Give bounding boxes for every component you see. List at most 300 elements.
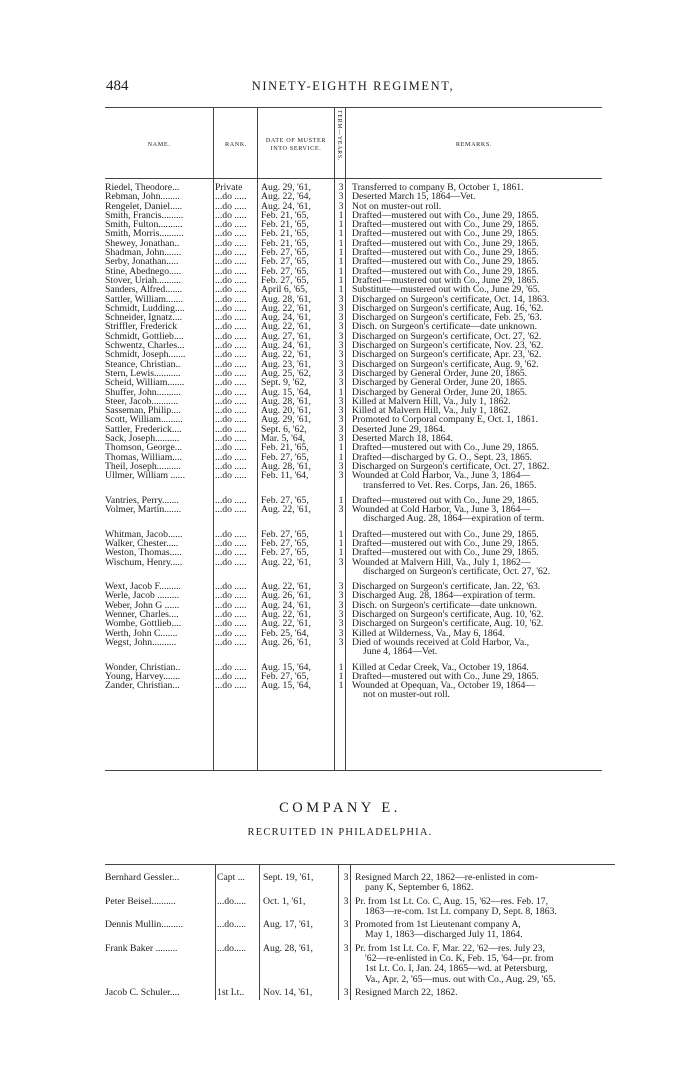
term-years: 3 [338, 396, 344, 407]
remarks-continued: pany K, September 6, 1862. [365, 883, 474, 894]
officer-row-continuation [105, 975, 615, 985]
table-row [105, 461, 550, 472]
muster-date: Feb. 21, '65, [261, 210, 309, 221]
term-years: 3 [338, 406, 344, 416]
table-row [105, 331, 542, 342]
muster-date: Aug. 17, '61, [263, 920, 313, 931]
term-years: 3 [338, 415, 344, 425]
remarks: Wounded at Cold Harbor, Va., June 3, 1864— [352, 471, 531, 481]
muster-date: Aug. 29, '61, [261, 415, 311, 425]
table-row [105, 210, 539, 221]
officer-row-continuation [105, 907, 615, 917]
roster-table-body [105, 183, 551, 700]
muster-date: Aug. 24, '61, [261, 341, 311, 351]
muster-date: April 6, '65, [261, 285, 308, 295]
soldier-name: Sattler, William....... [105, 294, 183, 304]
remarks-continued: not on muster-out roll. [363, 690, 450, 700]
column-header-remarks: REMARKS. [455, 141, 493, 148]
table-row [105, 538, 539, 549]
remarks: Promoted from 1st Lieutenant company A, [355, 920, 521, 931]
term-years: 3 [343, 896, 349, 907]
company-heading: COMPANY E. [279, 800, 401, 816]
muster-date: Aug. 26, '61, [261, 637, 311, 648]
table-row [105, 257, 539, 267]
remarks: Killed at Wilderness, Va., May 6, 1864. [352, 628, 505, 638]
term-years: 3 [338, 322, 344, 332]
term-years: 3 [338, 600, 344, 611]
officer-row-continuation [105, 883, 615, 893]
term-years: 3 [338, 505, 344, 515]
soldier-rank: ...do ..... [215, 619, 247, 629]
term-years: 1 [338, 257, 344, 267]
table-row [105, 248, 539, 258]
soldier-name: Riedel, Theodore... [105, 183, 180, 193]
remarks: Wounded at Opequan, Va., October 19, 1864— [352, 681, 536, 691]
muster-date: Aug. 29, '61, [261, 183, 311, 193]
remarks: Deserted March 15, 1864—Vet. [352, 192, 476, 202]
remarks: Disch. on Surgeon's certificate—date unknown. [352, 322, 538, 332]
remarks: Drafted—mustered out with Co., June 29, 1865. [352, 495, 539, 506]
table-row [105, 425, 505, 434]
term-years: 3 [338, 434, 344, 444]
term-years: 3 [338, 471, 344, 481]
soldier-name: Shewey, Jonathan.. [105, 238, 180, 249]
table-row [105, 443, 539, 453]
table-row [105, 681, 536, 691]
soldier-rank: ...do ..... [215, 637, 247, 648]
remarks: Transferred to company B, October 1, 1861. [352, 183, 524, 193]
table-row [105, 591, 536, 601]
remarks: Discharged on Surgeon's certificate, Nov. 23, '62. [352, 341, 544, 351]
soldier-name: Ullmer, William ...... [105, 471, 186, 481]
officer-row [105, 988, 615, 998]
soldier-name: Rebman, John........ [105, 192, 180, 202]
term-years: 1 [338, 229, 344, 239]
muster-date: Feb. 27, '65, [261, 248, 309, 258]
term-years: 3 [338, 591, 344, 601]
term-years: 1 [338, 275, 344, 286]
soldier-name: Stine, Abednego..... [105, 266, 182, 276]
soldier-rank: ...do ..... [215, 582, 247, 592]
muster-date: Feb. 21, '65, [261, 238, 309, 249]
muster-date: Aug. 26, '61, [261, 591, 311, 601]
table-row [105, 662, 529, 672]
remarks: Substitute—mustered out with Co., June 29, '65. [352, 285, 540, 295]
table-row [105, 238, 539, 249]
muster-date: Aug. 28, '61, [261, 396, 311, 407]
table-row [105, 600, 538, 611]
soldier-rank: ...do ..... [215, 313, 247, 323]
soldier-name: Sanders, Alfred....... [105, 285, 183, 295]
table-row [105, 229, 539, 239]
column-header-rank: RANK. [224, 141, 248, 148]
term-years: 3 [338, 294, 344, 304]
remarks: Drafted—mustered out with Co., June 29, 1865. [352, 238, 539, 249]
table-row [105, 505, 531, 515]
muster-date: Aug. 22, '61, [261, 582, 311, 592]
soldier-rank: ...do ..... [215, 628, 247, 638]
column-header-name: NAME. [147, 141, 171, 148]
soldier-name: Walker, Chester..... [105, 538, 179, 549]
term-years: 3 [338, 183, 344, 193]
soldier-rank: ...do ..... [215, 557, 247, 567]
soldier-name: Sasseman, Philip.... [105, 406, 181, 416]
muster-date: Aug. 28, '61, [261, 294, 311, 304]
remarks: Discharged on Surgeon's certificate, Oct. 27, 1862. [352, 461, 550, 472]
soldier-name: Scott, William......... [105, 415, 183, 425]
table-row [105, 548, 539, 558]
officer-rank: Capt ... [217, 873, 245, 883]
table-row [105, 322, 538, 332]
remarks: Killed at Malvern Hill, Va., July 1, 1862. [352, 406, 511, 416]
table-row-continuation [105, 480, 537, 490]
soldier-rank: ...do ..... [215, 294, 247, 304]
soldier-name: Schmidt, Joseph....... [105, 350, 186, 360]
muster-date: Mar. 5, '64, [261, 434, 305, 444]
soldier-rank: Private [215, 183, 243, 193]
muster-date: Aug. 15, '64, [261, 387, 311, 397]
soldier-name: Striffler, Frederick [105, 322, 178, 332]
remarks: Drafted—mustered out with Co., June 29, 1865. [352, 210, 539, 221]
table-row [105, 529, 539, 539]
term-years: 3 [338, 557, 344, 567]
soldier-rank: ...do ..... [215, 248, 247, 258]
soldier-name: Scheid, William....... [105, 378, 185, 388]
term-years: 3 [343, 873, 349, 883]
officer-row [105, 944, 615, 954]
table-row [105, 619, 544, 629]
muster-date: Aug. 22, '61, [261, 303, 311, 314]
table-row-continuation [105, 690, 505, 699]
term-years: 3 [343, 943, 349, 954]
remarks-continued: Va., Apr. 2, '65—mus. out with Co., Aug. 29, '65. [365, 974, 556, 985]
muster-date: Aug. 24, '61, [261, 600, 311, 611]
soldier-name: Zander, Christian... [105, 681, 180, 691]
soldier-rank: ...do ..... [215, 396, 247, 407]
term-years: 1 [338, 248, 344, 258]
remarks: Drafted—discharged by G. O., Sept. 23, 1865. [352, 452, 533, 462]
remarks: Drafted—mustered out with Co., June 29, 1865. [352, 275, 539, 286]
muster-date: Feb. 27, '65, [261, 548, 309, 558]
officer-row [105, 873, 615, 883]
table-row [105, 313, 542, 323]
term-years: 1 [338, 548, 344, 558]
soldier-name: Weston, Thomas..... [105, 548, 182, 558]
remarks: Discharged on Surgeon's certificate, Aug. 10, '62. [352, 610, 544, 620]
table-row-continuation [105, 566, 551, 577]
soldier-rank: ...do ..... [215, 285, 247, 295]
soldier-rank: ...do ..... [215, 471, 247, 481]
muster-date: Feb. 11, '64, [261, 471, 309, 481]
muster-date: Feb. 25, '64, [261, 628, 309, 638]
muster-date: Aug. 22, '61, [261, 610, 311, 620]
soldier-rank: ...do ..... [215, 238, 247, 249]
soldier-name: Sattler, Frederick.... [105, 424, 182, 435]
muster-date: Aug. 15, '64, [261, 681, 311, 691]
officer-row [105, 897, 615, 907]
soldier-rank: ...do ..... [215, 359, 247, 369]
remarks: Discharged on Surgeon's certificate, Oct. 27, '62. [352, 331, 542, 342]
muster-date: Aug. 25, '62, [261, 368, 311, 379]
soldier-name: Vantries, Perry....... [105, 495, 179, 506]
soldier-name: Shuffer, John.......... [105, 387, 181, 397]
table-row [105, 285, 540, 295]
column-header-date-1: DATE OF MUSTER [265, 137, 327, 144]
remarks: Died of wounds received at Cold Harbor, Va., [352, 637, 529, 648]
table-row-continuation [105, 514, 545, 524]
soldier-rank: ...do ..... [215, 415, 247, 425]
muster-date: Aug. 23, '61, [261, 359, 311, 369]
soldier-rank: ...do ..... [215, 548, 247, 558]
table-header-rule [105, 178, 602, 179]
remarks-continued: transferred to Vet. Res. Corps, Jan. 26, 1865. [363, 480, 537, 490]
soldier-rank: ...do ..... [215, 538, 247, 549]
soldier-rank: ...do ..... [215, 220, 247, 230]
remarks-continued: 1st Lt. Co. I, Jan. 24, 1865—wd. at Petersburg, [365, 964, 548, 975]
table-row [105, 406, 511, 416]
officer-row-continuation [105, 964, 615, 974]
remarks: Pr. from 1st Lt. Co. F, Mar. 22, '62—res. July 23, [355, 943, 545, 954]
muster-date: Feb. 27, '65, [261, 495, 309, 506]
officer-name: Dennis Mullin......... [105, 920, 184, 931]
soldier-name: Steance, Christian.. [105, 359, 181, 369]
term-years: 3 [338, 582, 344, 592]
term-years: 3 [338, 368, 344, 379]
remarks: Disch. on Surgeon's certificate—date unknown. [352, 600, 538, 611]
remarks: Wounded at Cold Harbor, Va., June 3, 1864— [352, 505, 531, 515]
term-years: 1 [338, 529, 344, 539]
term-years: 1 [338, 443, 344, 453]
term-years: 3 [338, 341, 344, 351]
term-years: 3 [338, 378, 344, 388]
muster-date: Aug. 24, '61, [261, 201, 311, 211]
soldier-name: Steer, Jacob........... [105, 396, 179, 407]
remarks: Promoted to Corporal company E, Oct. 1, 1861. [352, 415, 538, 425]
soldier-rank: ...do ..... [215, 610, 247, 620]
term-years: 1 [338, 538, 344, 549]
recruited-subheading: RECRUITED IN PHILADELPHIA. [247, 827, 433, 838]
table-row [105, 415, 538, 425]
remarks: Discharged by General Order, June 20, 1865. [352, 378, 528, 388]
soldier-name: Wischum, Henry..... [105, 557, 183, 567]
table-row [105, 275, 539, 286]
muster-date: Feb. 27, '65, [261, 266, 309, 276]
soldier-name: Rengelet, Daniel..... [105, 201, 183, 211]
soldier-rank: ...do ..... [215, 529, 247, 539]
remarks-continued: discharged Aug. 28, 1864—expiration of term. [363, 514, 545, 524]
remarks: Discharged on Surgeon's certificate, Aug. 16, '62. [352, 303, 544, 314]
muster-date: Aug. 22, '61, [261, 505, 311, 515]
muster-date: Aug. 22, '61, [261, 557, 311, 567]
soldier-rank: ...do ..... [215, 406, 247, 416]
muster-date: Aug. 20, '61, [261, 406, 311, 416]
remarks: Discharged on Surgeon's certificate, Feb. 25, '63. [352, 313, 542, 323]
table-row [105, 629, 505, 638]
soldier-rank: ...do ..... [215, 331, 247, 342]
soldier-rank: ...do ..... [215, 257, 247, 267]
soldier-name: Schneider, Ignatz.... [105, 313, 183, 323]
remarks: Drafted—mustered out with Co., June 29, 1865. [352, 266, 539, 276]
page-number: 484 [106, 78, 129, 94]
muster-date: Feb. 21, '65, [261, 229, 309, 239]
term-years: 3 [338, 313, 344, 323]
soldier-rank: ...do ..... [215, 600, 247, 611]
table-row [105, 378, 528, 388]
table-row [105, 183, 524, 193]
column-header-term: TERM—YEARS. [336, 110, 342, 162]
soldier-name: Smith, Francis......... [105, 210, 184, 221]
entry-spacer [105, 998, 615, 1001]
muster-date: Oct. 1, '61, [263, 896, 306, 907]
remarks: Drafted—mustered out with Co., June 29, 1865. [352, 220, 539, 230]
muster-date: Aug. 15, '64, [261, 662, 311, 672]
soldier-name: Wonder, Christian.. [105, 662, 181, 672]
remarks: Drafted—mustered out with Co., June 29, 1865. [352, 538, 539, 549]
table-row [105, 471, 531, 481]
soldier-name: Weber, John G ...... [105, 600, 180, 611]
term-years: 3 [338, 461, 344, 472]
soldier-rank: ...do ..... [215, 201, 247, 211]
soldier-name: Wext, Jacob F......... [105, 582, 181, 592]
term-years: 3 [338, 201, 344, 211]
muster-date: Feb. 27, '65, [261, 671, 309, 682]
soldier-name: Whitman, Jacob...... [105, 529, 183, 539]
term-years: 3 [338, 303, 344, 314]
table-bottom-rule [105, 770, 602, 771]
muster-date: Aug. 22, '61, [261, 350, 311, 360]
officer-rank: 1st Lt.. [217, 987, 245, 998]
soldier-rank: ...do ..... [215, 671, 247, 682]
term-years: 3 [338, 628, 344, 638]
soldier-name: Werle, Jacob ......... [105, 591, 180, 601]
soldier-rank: ...do ..... [215, 378, 247, 388]
remarks: Pr. from 1st Lt. Co. C, Aug. 15, '62—res. Feb. 17, [355, 896, 549, 907]
term-years: 3 [338, 359, 344, 369]
soldier-rank: ...do ..... [215, 387, 247, 397]
soldier-rank: ...do ..... [215, 303, 247, 314]
term-years: 1 [338, 681, 344, 691]
soldier-rank: ...do ..... [215, 495, 247, 506]
remarks: Drafted—mustered out with Co., June 29, 1865. [352, 529, 539, 539]
table-row [105, 387, 528, 397]
muster-date: Aug. 28, '61, [261, 461, 311, 472]
table-top-rule [105, 107, 602, 108]
soldier-name: Smith, Morris.......... [105, 229, 184, 239]
table-row [105, 495, 539, 506]
soldier-name: Serby, Jonathan..... [105, 257, 179, 267]
remarks-continued: June 4, 1864—Vet. [363, 647, 438, 657]
soldier-rank: ...do ..... [215, 322, 247, 332]
officer-name: Jacob C. Schuler.... [105, 987, 180, 998]
term-years: 3 [343, 920, 349, 931]
term-years: 1 [338, 662, 344, 672]
term-years: 1 [338, 671, 344, 682]
muster-date: Feb. 27, '65, [261, 538, 309, 549]
remarks: Not on muster-out roll. [352, 201, 442, 211]
term-years: 3 [338, 192, 344, 202]
officer-rank: ...do..... [217, 896, 247, 907]
soldier-rank: ...do ..... [215, 662, 247, 672]
page-title: NINETY-EIGHTH REGIMENT, [251, 79, 455, 93]
table-row [105, 434, 505, 443]
soldier-name: Wegst, John.......... [105, 637, 177, 648]
muster-date: Sept. 19, '61, [263, 873, 314, 883]
remarks: Discharged by General Order, June 20, 1865. [352, 387, 528, 397]
soldier-name: Young, Harvey....... [105, 671, 181, 682]
remarks: Discharged on Surgeon's certificate, Aug. 10, '62. [352, 619, 544, 629]
term-years: 3 [338, 350, 344, 360]
remarks: Drafted—mustered out with Co., June 29, 1865. [352, 229, 539, 239]
soldier-name: Wombe, Gottlieb.... [105, 619, 182, 629]
soldier-rank: ...do ..... [215, 443, 247, 453]
remarks: Discharged on Surgeon's certificate, Apr. 23, '62. [352, 350, 542, 360]
soldier-name: Smith, Fulton.......... [105, 220, 183, 230]
table-row [105, 192, 505, 201]
remarks-continued: May 1, 1863—discharged July 11, 1864. [365, 930, 523, 941]
remarks: Killed at Malvern Hill, Va., July 1, 1862. [352, 396, 511, 407]
soldier-name: Wenner, Charles.... [105, 610, 179, 620]
table-row [105, 266, 539, 276]
soldier-rank: ...do ..... [215, 341, 247, 351]
muster-date: Feb. 27, '65, [261, 257, 309, 267]
table-row [105, 220, 539, 230]
muster-date: Aug. 24, '61, [261, 313, 311, 323]
soldier-name: Werth, John C....... [105, 628, 178, 638]
soldier-name: Shadman, John....... [105, 248, 182, 258]
officer-rank: ...do..... [217, 943, 247, 954]
column-header-date-2: INTO SERVICE. [270, 145, 322, 152]
term-years: 1 [338, 495, 344, 506]
remarks: Drafted—mustered out with Co., June 29, 1865. [352, 257, 539, 267]
table-row [105, 350, 542, 360]
muster-date: Feb. 21, '65, [261, 443, 309, 453]
company-e-table-body [105, 873, 615, 1001]
soldier-rank: ...do ..... [215, 266, 247, 276]
term-years: 1 [338, 387, 344, 397]
table-row [105, 396, 511, 407]
soldier-name: Thomas, William.... [105, 452, 182, 462]
muster-date: Aug. 28, '61, [263, 943, 313, 954]
term-years: 1 [338, 220, 344, 230]
remarks: Discharged on Surgeon's certificate, Aug. 9, '62. [352, 359, 539, 369]
officer-name: Bernhard Gessler... [105, 873, 180, 883]
muster-date: Aug. 22, '61, [261, 322, 311, 332]
soldier-rank: ...do ..... [215, 505, 247, 515]
remarks: Drafted—mustered out with Co., June 29, 1865. [352, 248, 539, 258]
table-row [105, 582, 541, 592]
muster-date: Aug. 27, '61, [261, 331, 311, 342]
term-years: 3 [338, 424, 344, 435]
officer-row-continuation [105, 954, 615, 964]
page-header [106, 78, 600, 98]
soldier-rank: ...do ..... [215, 681, 247, 691]
soldier-rank: ...do ..... [215, 434, 247, 444]
remarks: Drafted—mustered out with Co., June 29, 1865. [352, 671, 539, 682]
officer-row [105, 920, 615, 930]
table-row [105, 341, 544, 351]
muster-date: Feb. 27, '65, [261, 275, 309, 286]
soldier-name: Thomson, George... [105, 443, 183, 453]
term-years: 3 [338, 331, 344, 342]
muster-date: Feb. 21, '65, [261, 220, 309, 230]
remarks-continued: discharged on Surgeon's certificate, Oct. 27, '62. [363, 566, 551, 577]
remarks: Deserted March 18, 1864. [352, 434, 453, 444]
soldier-rank: ...do ..... [215, 275, 247, 286]
soldier-name: Sack, Joseph.......... [105, 434, 180, 444]
muster-date: Aug. 22, '64, [261, 192, 311, 202]
remarks: Drafted—mustered out with Co., June 29, 1865. [352, 548, 539, 558]
soldier-name: Schmidt, Ludding.... [105, 303, 185, 314]
